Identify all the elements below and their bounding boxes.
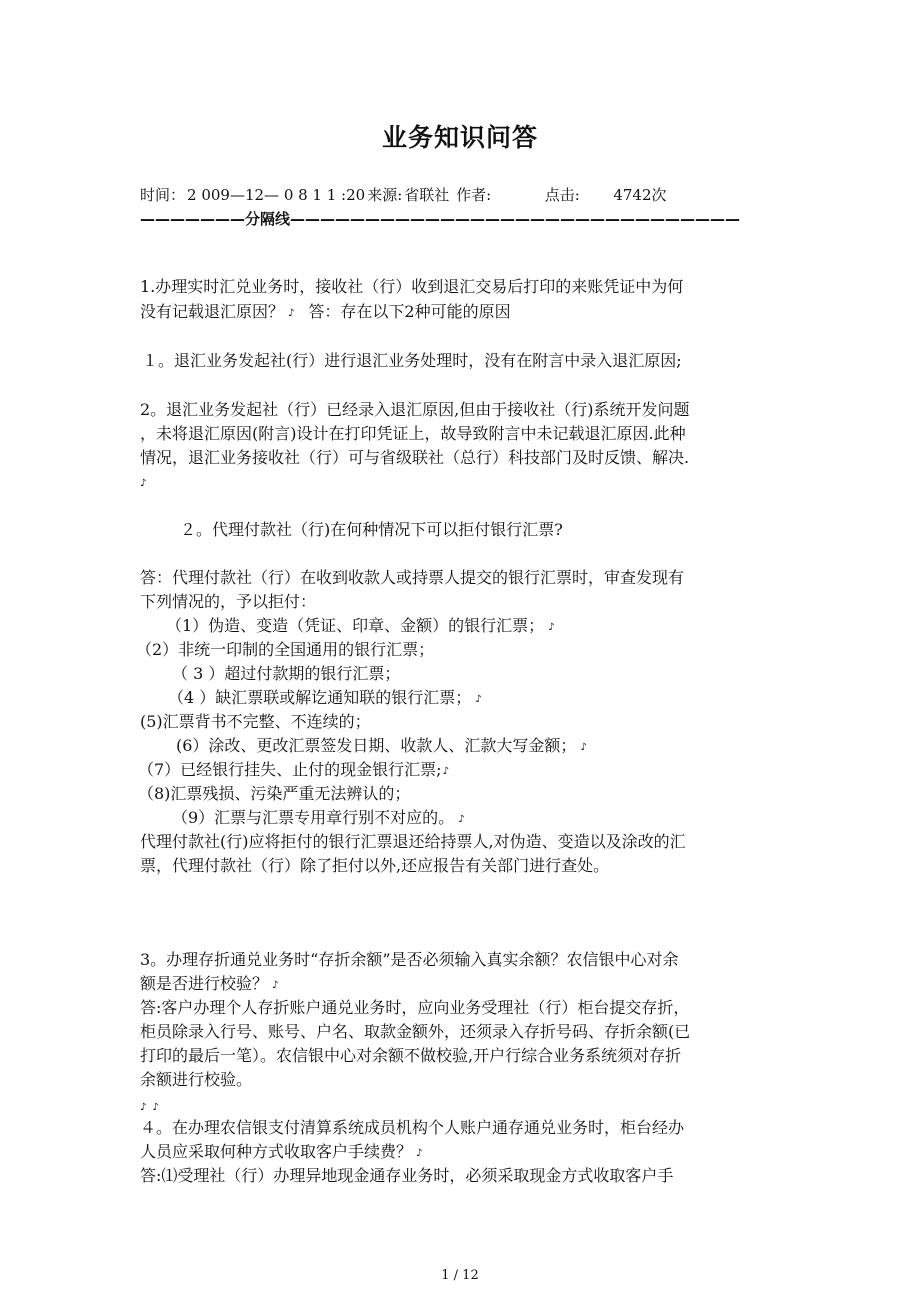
paragraph-mark-icon: ♪ [580, 742, 587, 753]
source-label: 来源: [367, 186, 403, 204]
text-line: （4 ）缺汇票联或解讫通知联的银行汇票； ♪ [168, 688, 482, 707]
paragraph-mark-icon: ♪ [475, 694, 482, 705]
text-line: （8)汇票残损、污染严重无法辨认的； [138, 784, 411, 803]
paragraph-mark-icon: ♪ [272, 980, 279, 991]
paragraph-mark-icon: ♪ [416, 1148, 423, 1159]
article-meta [140, 184, 669, 205]
text-line: 下列情况的，予以拒付： [140, 592, 317, 611]
text-line: 2。退汇业务发起社（行）已经录入退汇原因,但由于接收社（行)系统开发问题 [140, 400, 690, 419]
page-title: 业务知识问答 [381, 123, 538, 152]
paragraph-mark-icon: ♪ [140, 478, 147, 489]
text-line: 票，代理付款社（行）除了拒付以外,还应报告有关部门进行查处。 [140, 856, 610, 875]
paragraph-mark-icon: ♪ [548, 622, 555, 633]
text-line: 答:⑴受理社（行）办理异地现金通存业务时，必须采取现金方式收取客户手 [140, 1166, 674, 1185]
text-line: 人员应采取何种方式收取客户手续费？ ♪ [140, 1142, 423, 1161]
text-line: ４。在办理农信银支付清算系统成员机构个人账户通存通兑业务时，柜台经办 [140, 1118, 685, 1137]
time-value: 2 009—12— 0 8 1 1 :20 [187, 186, 366, 204]
text-line: （ 3 ）超过付款期的银行汇票； [172, 664, 401, 683]
text-line: ２。代理付款社（行)在何种情况下可以拒付银行汇票? [180, 520, 563, 539]
source-value: 省联社 [404, 186, 450, 204]
text-line: １。退汇业务发起社(行）进行退汇业务处理时，没有在附言中录入退汇原因; [142, 351, 682, 370]
text-line: ，未将退汇原因(附言)设计在打印凭证上，故导致附言中未记载退汇原因.此种 [140, 424, 686, 443]
text-line: 答：代理付款社（行）在收到收款人或持票人提交的银行汇票时，审查发现有 [140, 568, 685, 587]
paragraph-mark-icon: ♪ [442, 766, 449, 777]
text-line: （9）汇票与汇票专用章行别不对应的。 ♪ [172, 808, 465, 827]
text-line: 代理付款社(行)应将拒付的银行汇票退还给持票人,对伪造、变造以及涂改的汇 [140, 832, 686, 851]
text-line: 柜员除录入行号、账号、户名、取款金额外，还须录入存折号码、存折余额(已 [140, 1022, 691, 1041]
text-line: 余额进行校验。 [140, 1070, 253, 1089]
text-line [140, 1096, 159, 1118]
text-line: (5)汇票背书不完整、不连续的； [140, 712, 371, 731]
page-number: 1 / 12 [441, 1268, 479, 1283]
text-line: 1.办理实时汇兑业务时，接收社（行）收到退汇交易后打印的来账凭证中为何 [140, 277, 684, 296]
text-line [140, 472, 146, 494]
text-line: 答:客户办理个人存折账户通兑业务时，应向业务受理社（行）柜台提交存折， [140, 998, 690, 1017]
text-line: 3。办理存折通兑业务时“存折余额”是否必须输入真实余额？农信银中心对余 [140, 950, 679, 969]
text-line: (6）涂改、更改汇票签发日期、收款人、汇款大写金额； ♪ [176, 736, 587, 755]
text-line: 额是否进行校验？ ♪ [140, 974, 279, 993]
paragraph-mark-icon: ♪ [140, 1102, 147, 1113]
text-line: 没有记载退汇原因？ ♪ 答：存在以下2种可能的原因 [140, 302, 511, 321]
text-line: 打印的最后一笔）。农信银中心对余额不做校验,开户行综合业务系统须对存折 [140, 1046, 682, 1065]
text-line: （7）已经银行挂失、止付的现金银行汇票;♪ [138, 760, 449, 779]
text-line: （2）非统一印制的全国通用的银行汇票； [136, 640, 435, 659]
divider-line: ———————分隔线—————————————————————————————— [140, 210, 741, 228]
text-line: （1）伪造、变造（凭证、印章、金额）的银行汇票； ♪ [166, 616, 555, 635]
paragraph-mark-icon: ♪ [152, 1102, 159, 1113]
text-line: 情况，退汇业务接收社（行）可与省级联社（总行）科技部门及时反馈、解决. [140, 448, 690, 467]
time-label: 时间： [140, 186, 186, 204]
clicks-label: 点击: [544, 186, 580, 204]
clicks-value: 4742次 [613, 186, 667, 204]
paragraph-mark-icon: ♪ [288, 308, 295, 319]
paragraph-mark-icon: ♪ [458, 814, 465, 825]
author-label: 作者: [456, 186, 492, 204]
